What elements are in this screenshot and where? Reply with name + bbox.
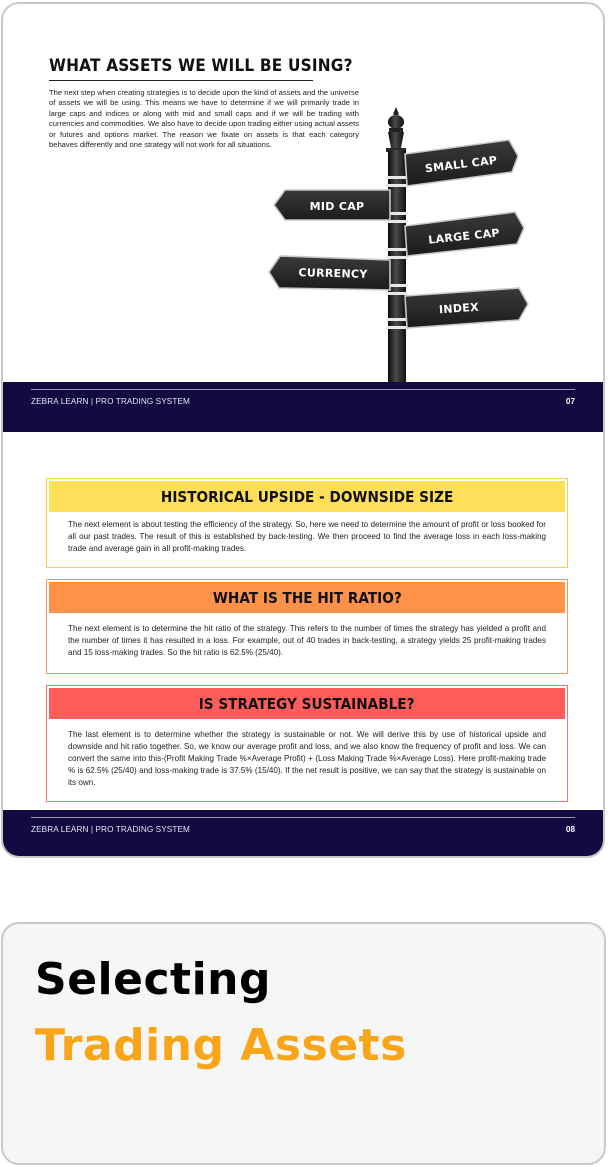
svg-text:LARGE CAP: LARGE CAP xyxy=(427,226,501,247)
svg-text:MID CAP: MID CAP xyxy=(309,200,365,213)
section-strategy-sustainable xyxy=(46,685,568,802)
page-footer-07 xyxy=(3,382,603,432)
footer-divider xyxy=(31,817,575,818)
section-hit-ratio xyxy=(46,579,568,674)
section-historical-upside-downside xyxy=(46,478,568,568)
sign-index xyxy=(405,288,528,328)
section-title: HISTORICAL UPSIDE - DOWNSIDE SIZE xyxy=(49,481,565,512)
svg-text:CURRENCY: CURRENCY xyxy=(298,266,368,281)
page-title: WHAT ASSETS WE WILL BE USING? xyxy=(49,56,353,75)
section-title: WHAT IS THE HIT RATIO? xyxy=(49,582,565,613)
title-card xyxy=(1,922,606,1165)
footer-brand: ZEBRA LEARN | PRO TRADING SYSTEM xyxy=(31,397,190,406)
title-line-1: Selecting xyxy=(35,954,271,1005)
sign-small-cap xyxy=(405,140,518,186)
book-preview-card xyxy=(1,2,605,858)
post-finial xyxy=(386,107,406,152)
page-footer-08 xyxy=(3,810,603,858)
svg-text:INDEX: INDEX xyxy=(438,300,480,317)
page-body-text: The next step when creating strategies is to decide upon the kind of assets and the universe of assets we will be using. This means we have to determine if we will primarily trade in large caps and indices or along with mid and small caps and if we will be trading with currencies and commodities. We also have to decide upon trading either using actual assets or futures and options market. The reason we fixate on assets is that each category behaves differently and one strategy will not work for all situations. xyxy=(49,88,359,150)
section-text: The last element is to determine whether the strategy is sustainable or not. We will derive this by use of historical upside and downside and hit ratio together. So, we know our average profit and loss, and we also know the frequency of profit and loss. We can convert the same into this-(Profit Making Trade %×Average Profit) + (Loss Making Trade %×Average Loss). Here profit-making trade % is 62.5% (25/40) and loss-making trade is 37.5% (15/40). If the net result is positive, we can say that the strategy is sustainable on its own. xyxy=(68,730,546,787)
footer-divider xyxy=(31,389,575,390)
section-title: IS STRATEGY SUSTAINABLE? xyxy=(49,688,565,719)
section-text: The next element is about testing the efficiency of the strategy. So, here we need to determine the amount of profit or loss booked for all our past trades. The result of this is established by back-testing. We then proceed to find the average loss in each loss-making trade and average gain in all profit-making trades. xyxy=(68,520,546,553)
title-line-2: Trading Assets xyxy=(35,1020,407,1071)
sign-mid-cap xyxy=(274,190,390,220)
footer-brand: ZEBRA LEARN | PRO TRADING SYSTEM xyxy=(31,825,190,834)
page-number: 08 xyxy=(565,825,575,834)
svg-text:SMALL CAP: SMALL CAP xyxy=(424,153,498,176)
sign-currency xyxy=(269,256,390,290)
page-number: 07 xyxy=(565,397,575,406)
sign-large-cap xyxy=(405,212,524,256)
signpost-illustration xyxy=(3,4,605,384)
section-text: The next element is to determine the hit ratio of the strategy. This refers to the number of times the strategy has yielded a profit and the number of times it has resulted in a loss. For example, out of 40 trades in back-testing, a strategy yields 25 profit-making trades and 15 loss-making trades. So the hit ratio is 62.5% (25/40). xyxy=(68,624,546,657)
